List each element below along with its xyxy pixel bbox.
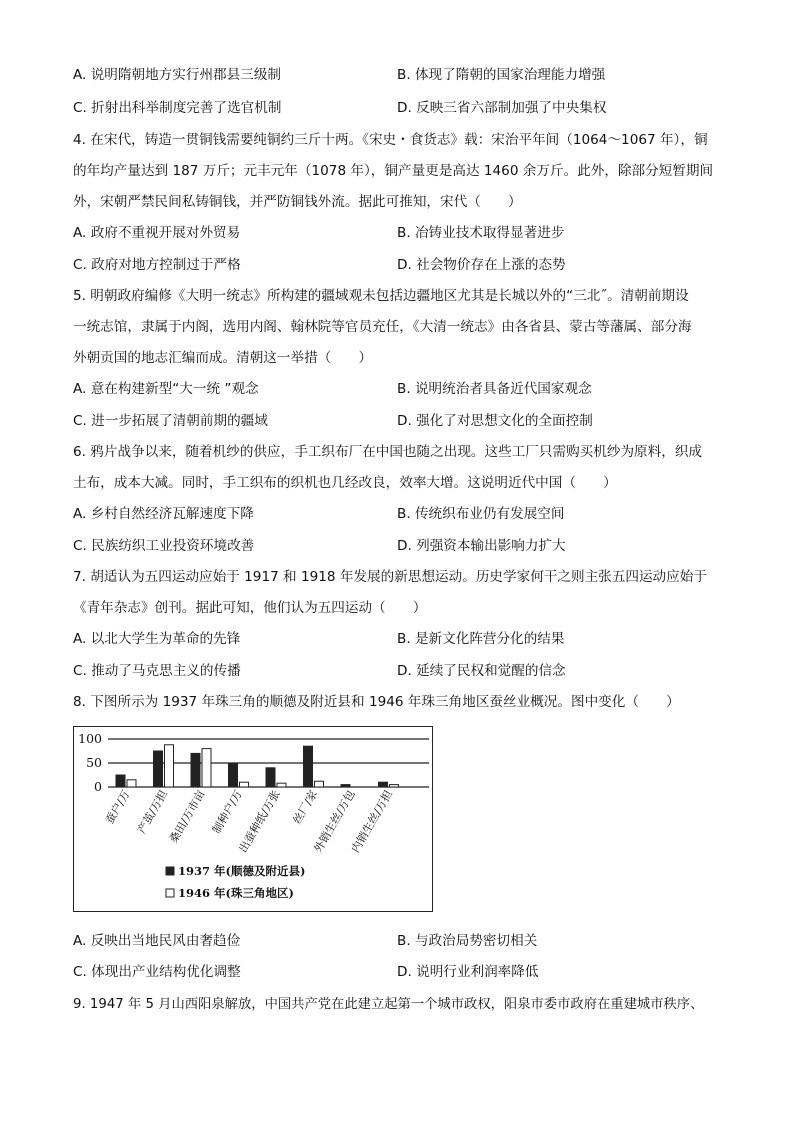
y-tick-label: 0 bbox=[94, 779, 102, 794]
bar bbox=[266, 768, 275, 787]
q4-stem-line: 的年均产量达到 187 万斤；元丰元年（1078 年），铜产量更是高达 1460 余万斤。此外，除部分短暂期间 bbox=[73, 163, 714, 179]
q5-option-d: D. 强化了对思想文化的全面控制 bbox=[397, 413, 593, 429]
q5-option-a: A. 意在构建新型“大一统 ”观念 bbox=[73, 381, 259, 397]
bar bbox=[154, 751, 163, 787]
q5-stem-line: 5. 明朝政府编修《大明一统志》所构建的疆域观未包括边疆地区尤其是长城以外的“三北˝。清朝前期设 bbox=[73, 288, 689, 304]
q7-option-b: B. 是新文化阵营分化的结果 bbox=[397, 631, 565, 647]
q3-option-a: A. 说明隋朝地方实行州郡县三级制 bbox=[73, 67, 282, 83]
y-tick-label: 50 bbox=[86, 755, 102, 770]
category-label: 丝厂/家 bbox=[290, 788, 321, 827]
q6-option-a: A. 乡村自然经济瓦解速度下降 bbox=[73, 506, 254, 522]
category-label: 桑田/万市亩 bbox=[166, 788, 208, 846]
q6-stem-line: 土布，成本大减。同时，手工织布的织机也几经改良，效率大增。这说明近代中国（ ） bbox=[73, 475, 617, 491]
y-tick-label: 100 bbox=[78, 731, 102, 746]
bar bbox=[304, 746, 313, 787]
q6-stem-line: 6. 鸦片战争以来，随着机纱的供应，手工织布厂在中国也随之出现。这些工厂只需购买机纱为原料，织成 bbox=[73, 444, 703, 460]
legend-label: 1946 年(珠三角地区) bbox=[178, 886, 294, 900]
q3-option-c: C. 折射出科举制度完善了选官机制 bbox=[73, 100, 282, 116]
silk-industry-chart bbox=[73, 726, 433, 912]
q7-stem-line: 7. 胡适认为五四运动应始于 1917 和 1918 年发展的新思想运动。历史学家何干之则主张五四运动应始于 bbox=[73, 569, 707, 585]
category-label: 蚕户/万 bbox=[102, 788, 133, 827]
q8-option-a: A. 反映出当地民风由奢趋俭 bbox=[73, 933, 241, 949]
q8-option-d: D. 说明行业利润率降低 bbox=[397, 964, 539, 980]
bar bbox=[341, 785, 350, 787]
q7-option-d: D. 延续了民权和觉醒的信念 bbox=[397, 663, 566, 679]
bar bbox=[315, 781, 324, 787]
bar bbox=[191, 753, 200, 787]
category-label: 产茧/万担 bbox=[134, 788, 171, 836]
category-label: 外销生丝/万包 bbox=[311, 788, 358, 855]
legend-swatch bbox=[166, 867, 174, 875]
q8-option-b: B. 与政治局势密切相关 bbox=[397, 933, 538, 949]
q6-option-b: B. 传统织布业仍有发展空间 bbox=[397, 506, 565, 522]
q5-option-b: B. 说明统治者具备近代国家观念 bbox=[397, 381, 592, 397]
q7-option-c: C. 推动了马克思主义的传播 bbox=[73, 663, 241, 679]
bar bbox=[240, 782, 249, 787]
q4-stem-line: 4. 在宋代，铸造一贯铜钱需要纯铜约三斤十两。《宋史・食货志》载：宋治平年间（1064～1067 年），铜 bbox=[73, 132, 708, 148]
q8-stem-line: 8. 下图所示为 1937 年珠三角的顺德及附近县和 1946 年珠三角地区蚕丝业概况。图中变化（ ） bbox=[73, 694, 680, 710]
q6-option-c: C. 民族纺织工业投资环境改善 bbox=[73, 538, 255, 554]
q8-option-c: C. 体现出产业结构优化调整 bbox=[73, 964, 241, 980]
legend-swatch bbox=[166, 889, 174, 897]
q5-option-c: C. 进一步拓展了清朝前期的疆域 bbox=[73, 413, 268, 429]
q4-option-a: A. 政府不重视开展对外贸易 bbox=[73, 225, 241, 241]
bar bbox=[229, 764, 238, 787]
q5-stem-line: 一统志馆，隶属于内阁，选用内阁、翰林院等官员充任，《大清一统志》由各省县、蒙古等藩属、部分海 bbox=[73, 319, 692, 335]
q4-option-b: B. 冶铸业技术取得显著进步 bbox=[397, 225, 565, 241]
q6-option-d: D. 列强资本输出影响力扩大 bbox=[397, 538, 566, 554]
category-label: 制种户/万 bbox=[209, 788, 246, 836]
q7-option-a: A. 以北大学生为革命的先锋 bbox=[73, 631, 241, 647]
category-label: 出蚕种纸/万张 bbox=[236, 788, 283, 855]
bar bbox=[277, 783, 286, 787]
category-label: 内销生丝/万担 bbox=[348, 788, 396, 855]
q7-stem-line: 《青年杂志》创刊。据此可知，他们认为五四运动（ ） bbox=[73, 600, 427, 616]
q4-option-d: D. 社会物价存在上涨的态势 bbox=[397, 257, 566, 273]
bar bbox=[116, 775, 125, 787]
q3-option-d: D. 反映三省六部制加强了中央集权 bbox=[397, 100, 607, 116]
bar bbox=[202, 749, 211, 787]
bar bbox=[379, 782, 388, 787]
bar bbox=[127, 780, 136, 787]
legend-label: 1937 年(顺德及附近县) bbox=[178, 864, 306, 878]
q3-option-b: B. 体现了隋朝的国家治理能力增强 bbox=[397, 67, 606, 83]
bar bbox=[390, 785, 399, 787]
silk-industry-chart-svg bbox=[74, 727, 431, 910]
q4-option-c: C. 政府对地方控制过于严格 bbox=[73, 257, 241, 273]
q9-stem-line: 9. 1947 年 5 月山西阳泉解放，中国共产党在此建立起第一个城市政权，阳泉市委市政府在重建城市秩序、 bbox=[73, 997, 704, 1012]
q5-stem-line: 外朝贡国的地志汇编而成。清朝这一举措（ ） bbox=[73, 350, 373, 366]
q4-stem-line: 外，宋朝严禁民间私铸铜钱，并严防铜钱外流。据此可推知，宋代（ ） bbox=[73, 194, 522, 210]
bar bbox=[165, 745, 174, 787]
